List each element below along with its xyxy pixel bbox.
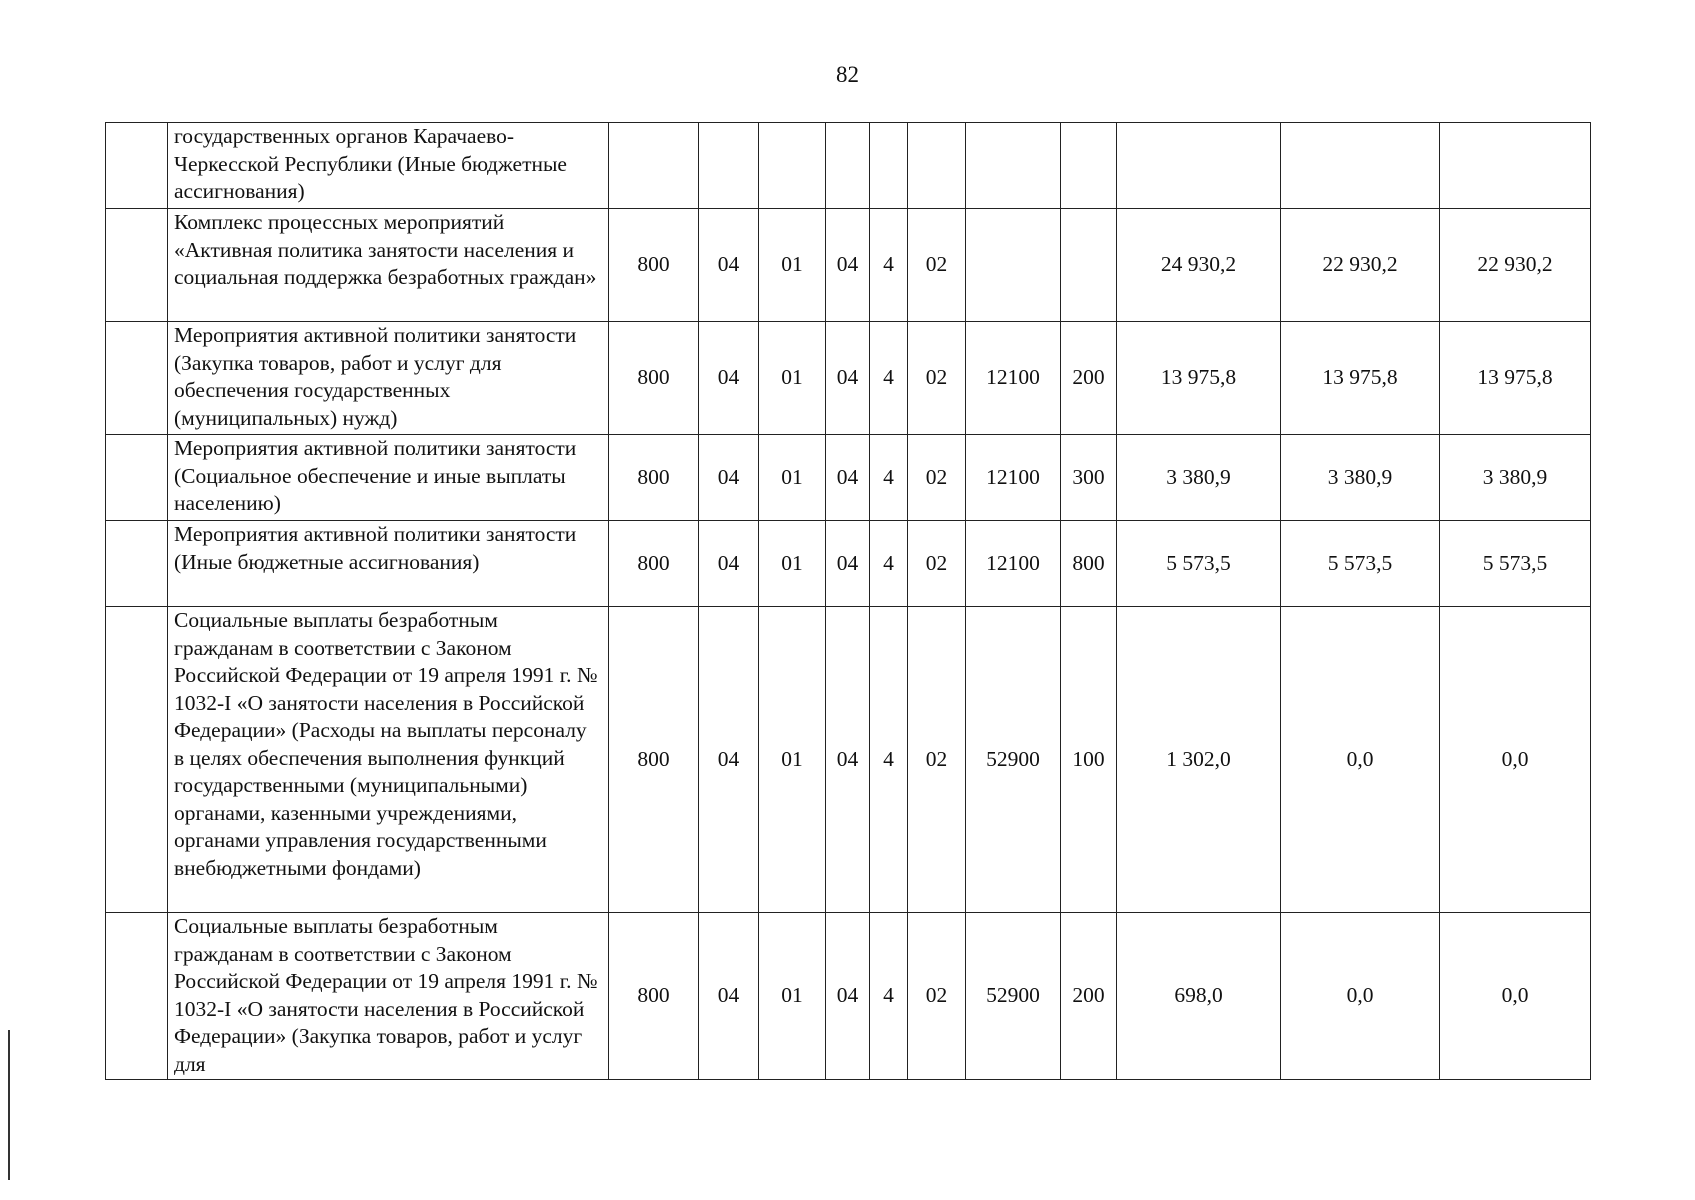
section-cell: 04	[699, 435, 759, 521]
page-number: 82	[836, 62, 859, 87]
amount-year1-cell: 13 975,8	[1117, 322, 1281, 435]
subsection-cell: 01	[759, 209, 826, 322]
expense-type-cell	[1061, 123, 1117, 209]
program-type-cell: 4	[870, 521, 908, 607]
amount-year2-cell	[1281, 123, 1440, 209]
program-cell: 04	[826, 322, 870, 435]
direction-cell: 52900	[966, 607, 1061, 913]
table-row	[106, 607, 1591, 913]
program-type-cell: 4	[870, 322, 908, 435]
amount-year1-cell: 698,0	[1117, 913, 1281, 1080]
program-cell: 04	[826, 607, 870, 913]
subprogram-cell: 02	[908, 435, 966, 521]
amount-year3-cell: 0,0	[1440, 607, 1591, 913]
expense-type-cell	[1061, 209, 1117, 322]
subsection-cell: 01	[759, 913, 826, 1080]
table-row	[106, 209, 1591, 322]
table-row	[106, 913, 1591, 1080]
program-type-cell: 4	[870, 209, 908, 322]
amount-year2-cell: 5 573,5	[1281, 521, 1440, 607]
expense-type-cell: 800	[1061, 521, 1117, 607]
description-cell: Мероприятия активной политики занятости (Социальное обеспечение и иные выплаты населению)	[168, 435, 609, 521]
amount-year1-cell: 24 930,2	[1117, 209, 1281, 322]
subsection-cell: 01	[759, 435, 826, 521]
subsection-cell: 01	[759, 322, 826, 435]
section-cell: 04	[699, 521, 759, 607]
amount-year3-cell: 0,0	[1440, 913, 1591, 1080]
program-cell	[826, 123, 870, 209]
program-cell: 04	[826, 435, 870, 521]
section-cell: 04	[699, 322, 759, 435]
expense-type-cell: 200	[1061, 322, 1117, 435]
code-cell: 800	[609, 607, 699, 913]
scan-edge-line	[8, 1030, 10, 1180]
description-cell: Мероприятия активной политики занятости (Закупка товаров, работ и услуг для обеспечения государственных (муниципальных) нужд)	[168, 322, 609, 435]
table-row	[106, 521, 1591, 607]
program-cell: 04	[826, 913, 870, 1080]
amount-year3-cell: 13 975,8	[1440, 322, 1591, 435]
subsection-cell	[759, 123, 826, 209]
code-cell: 800	[609, 322, 699, 435]
subsection-cell: 01	[759, 607, 826, 913]
subprogram-cell: 02	[908, 913, 966, 1080]
row-index-cell	[106, 209, 168, 322]
table-row	[106, 322, 1591, 435]
program-type-cell: 4	[870, 913, 908, 1080]
row-index-cell	[106, 913, 168, 1080]
amount-year1-cell	[1117, 123, 1281, 209]
table-row	[106, 123, 1591, 209]
direction-cell: 52900	[966, 913, 1061, 1080]
direction-cell: 12100	[966, 322, 1061, 435]
direction-cell	[966, 209, 1061, 322]
table-row	[106, 435, 1591, 521]
amount-year3-cell	[1440, 123, 1591, 209]
row-index-cell	[106, 521, 168, 607]
subprogram-cell: 02	[908, 521, 966, 607]
amount-year2-cell: 3 380,9	[1281, 435, 1440, 521]
subprogram-cell: 02	[908, 209, 966, 322]
expense-type-cell: 100	[1061, 607, 1117, 913]
amount-year1-cell: 3 380,9	[1117, 435, 1281, 521]
code-cell: 800	[609, 435, 699, 521]
amount-year2-cell: 13 975,8	[1281, 322, 1440, 435]
section-cell: 04	[699, 913, 759, 1080]
section-cell: 04	[699, 209, 759, 322]
subprogram-cell: 02	[908, 322, 966, 435]
code-cell: 800	[609, 521, 699, 607]
direction-cell: 12100	[966, 521, 1061, 607]
program-type-cell	[870, 123, 908, 209]
section-cell	[699, 123, 759, 209]
expense-type-cell: 300	[1061, 435, 1117, 521]
row-index-cell	[106, 322, 168, 435]
program-cell: 04	[826, 521, 870, 607]
row-index-cell	[106, 607, 168, 913]
amount-year3-cell: 22 930,2	[1440, 209, 1591, 322]
amount-year1-cell: 5 573,5	[1117, 521, 1281, 607]
amount-year3-cell: 5 573,5	[1440, 521, 1591, 607]
code-cell: 800	[609, 913, 699, 1080]
description-cell: государственных органов Карачаево-Черкесской Республики (Иные бюджетные ассигнования)	[168, 123, 609, 209]
subprogram-cell	[908, 123, 966, 209]
amount-year2-cell: 0,0	[1281, 607, 1440, 913]
subsection-cell: 01	[759, 521, 826, 607]
row-index-cell	[106, 435, 168, 521]
section-cell: 04	[699, 607, 759, 913]
description-cell: Социальные выплаты безработным гражданам в соответствии с Законом Российской Федерации от 19 апреля 1991 г. № 1032-I «О занятости населения в Российской Федерации» (Закупка товаров, работ и услуг для	[168, 913, 609, 1080]
amount-year2-cell: 0,0	[1281, 913, 1440, 1080]
direction-cell: 12100	[966, 435, 1061, 521]
subprogram-cell: 02	[908, 607, 966, 913]
description-cell: Мероприятия активной политики занятости (Иные бюджетные ассигнования)	[168, 521, 609, 607]
direction-cell	[966, 123, 1061, 209]
code-cell: 800	[609, 209, 699, 322]
row-index-cell	[106, 123, 168, 209]
expense-type-cell: 200	[1061, 913, 1117, 1080]
program-type-cell: 4	[870, 607, 908, 913]
program-type-cell: 4	[870, 435, 908, 521]
description-cell: Комплекс процессных мероприятий «Активная политика занятости населения и социальная поддержка безработных граждан»	[168, 209, 609, 322]
program-cell: 04	[826, 209, 870, 322]
description-cell: Социальные выплаты безработным гражданам в соответствии с Законом Российской Федерации от 19 апреля 1991 г. № 1032-I «О занятости населения в Российской Федерации» (Расходы на выплаты персоналу в целях обеспечения выполнения функций государственными (муниципальными) органами, казенными учреждениями, органами управления государственными внебюджетными фондами)	[168, 607, 609, 913]
amount-year2-cell: 22 930,2	[1281, 209, 1440, 322]
code-cell	[609, 123, 699, 209]
budget-table	[105, 122, 1591, 1080]
amount-year3-cell: 3 380,9	[1440, 435, 1591, 521]
amount-year1-cell: 1 302,0	[1117, 607, 1281, 913]
